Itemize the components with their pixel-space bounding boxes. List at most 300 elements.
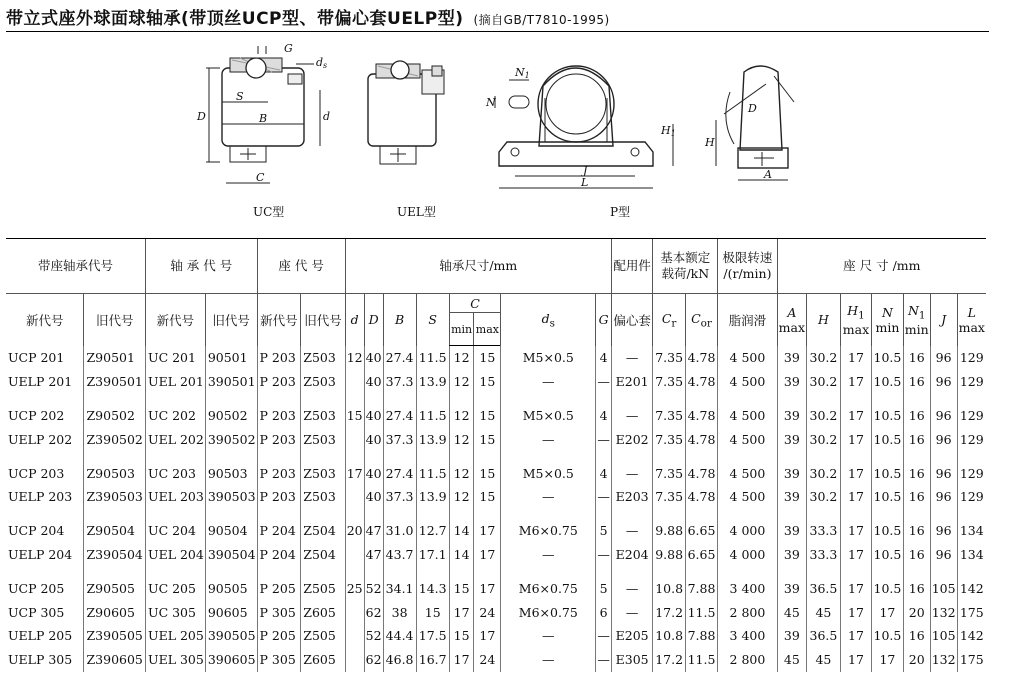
table-cell: 14 <box>449 509 474 543</box>
table-cell: UCP 305 <box>8 604 65 620</box>
header-housing-old: 旧代号 <box>301 294 345 346</box>
header-H1-main: H <box>847 303 859 318</box>
p-caption: P型 <box>610 205 631 219</box>
table-cell: 90504 <box>205 509 257 543</box>
table-cell: UEL 204 <box>146 543 206 567</box>
side-D-label: D <box>748 102 757 115</box>
title-text: 带立式座外球面球轴承(带顶丝UCP型、带偏心套UELP型) <box>6 9 464 29</box>
table-cell: P 305 <box>257 648 301 672</box>
table-cell: 4 <box>596 394 612 428</box>
table-cell: 12 <box>449 451 474 485</box>
table-cell: 132 <box>930 600 957 624</box>
table-cell: UCP 201 <box>8 350 65 366</box>
table-cell: UC 201 <box>146 346 206 370</box>
table-cell: 16 <box>903 624 930 648</box>
table-cell: 4 500 <box>718 485 777 509</box>
table-cell: 7.88 <box>685 624 717 648</box>
table-cell: 4 500 <box>718 346 777 370</box>
table-cell: Z503 <box>301 427 345 451</box>
table-cell: 4.78 <box>685 485 717 509</box>
table-cell: 4.78 <box>685 370 717 394</box>
header-H1 <box>840 294 871 346</box>
table-cell: M6×0.75 <box>501 566 596 600</box>
table-cell: UCP 203 <box>8 465 65 481</box>
header-L <box>957 294 986 346</box>
table-cell: 390503 <box>205 485 257 509</box>
table-cell: 175 <box>957 648 986 672</box>
uc-ds-label: ds <box>316 56 328 70</box>
header-S: S <box>416 294 449 346</box>
table-cell: 96 <box>930 346 957 370</box>
table-cell: UELP 205 <box>8 628 73 644</box>
header-bearing-unit-code: 带座轴承代号 <box>6 239 146 294</box>
header-ds <box>501 294 596 346</box>
table-cell: 105 <box>930 566 957 600</box>
table-cell: 5 <box>596 566 612 600</box>
header-housing-dimensions: 座 尺 寸 /mm <box>777 239 986 294</box>
table-cell: 43.7 <box>383 543 416 567</box>
table-cell: 46.8 <box>383 648 416 672</box>
table-cell: UCP 205 <box>8 580 65 596</box>
table-cell: 4 500 <box>718 370 777 394</box>
header-load-rating-line1: 基本额定 <box>660 250 711 265</box>
table-cell <box>345 648 364 672</box>
table-cell: M6×0.75 <box>501 600 596 624</box>
table-cell: 10.5 <box>872 427 904 451</box>
header-grease: 脂润滑 <box>718 294 777 346</box>
table-row <box>6 394 986 428</box>
table-cell: 9.88 <box>653 509 685 543</box>
side-diagram <box>704 40 804 190</box>
table-cell: UCP 204 <box>8 523 65 539</box>
table-cell: 16 <box>903 427 930 451</box>
header-speed-limit-line2: /(r/min) <box>723 266 772 281</box>
table-cell: 36.5 <box>807 566 841 600</box>
table-cell: UELP 201 <box>8 374 73 390</box>
table-cell: 24 <box>474 600 501 624</box>
header-load-rating-line2: 载荷/kN <box>661 266 710 281</box>
table-cell: 9.88 <box>653 543 685 567</box>
table-row <box>6 543 986 567</box>
table-cell: 17 <box>840 648 871 672</box>
header-Cor-sub: or <box>700 317 712 329</box>
table-cell: Z90505 <box>84 566 146 600</box>
table-cell: 15 <box>449 566 474 600</box>
table-cell: 11.5 <box>416 346 449 370</box>
table-cell: 20 <box>903 648 930 672</box>
table-cell: 96 <box>930 427 957 451</box>
table-cell: Z504 <box>301 509 345 543</box>
table-cell: 25 <box>345 566 364 600</box>
table-cell: — <box>596 427 612 451</box>
header-H: H <box>807 294 841 346</box>
table-cell: — <box>501 485 596 509</box>
header-C: C <box>449 294 500 313</box>
header-ds-sub: s <box>549 317 555 329</box>
header-sleeve: 偏心套 <box>611 294 653 346</box>
table-cell: 129 <box>957 346 986 370</box>
table-cell: 47 <box>364 509 383 543</box>
table-cell: 17 <box>840 624 871 648</box>
header-d: d <box>345 294 364 346</box>
table-cell: Z503 <box>301 394 345 428</box>
table-row <box>6 451 986 485</box>
table-cell: P 205 <box>257 624 301 648</box>
table-cell: 175 <box>957 600 986 624</box>
table-cell: 15 <box>449 624 474 648</box>
table-cell: 16 <box>903 485 930 509</box>
table-cell: 34.1 <box>383 566 416 600</box>
table-cell: 7.35 <box>653 485 685 509</box>
table-cell: 40 <box>364 485 383 509</box>
table-cell: P 203 <box>257 451 301 485</box>
table-cell: UC 305 <box>146 600 206 624</box>
side-H-label: H <box>705 136 715 149</box>
table-cell: E201 <box>611 370 653 394</box>
table-cell: 12 <box>449 427 474 451</box>
table-cell: 37.3 <box>383 370 416 394</box>
table-cell: 17 <box>474 566 501 600</box>
table-cell <box>345 543 364 567</box>
table-cell: 62 <box>364 600 383 624</box>
header-H1-max: max <box>842 321 870 337</box>
table-cell: — <box>501 624 596 648</box>
table-cell: 96 <box>930 451 957 485</box>
table-cell: 11.5 <box>685 600 717 624</box>
header-H1-sub: 1 <box>858 309 865 322</box>
table-cell: Z90503 <box>84 451 146 485</box>
uc-G-label: G <box>284 42 293 55</box>
table-cell: 96 <box>930 485 957 509</box>
header-load-rating <box>653 239 718 294</box>
table-cell: 4 <box>596 451 612 485</box>
table-row <box>6 427 986 451</box>
table-cell: E202 <box>611 427 653 451</box>
table-cell: 30.2 <box>807 394 841 428</box>
table-cell: P 203 <box>257 485 301 509</box>
table-cell: 40 <box>364 427 383 451</box>
header-accessory: 配用件 <box>611 239 653 294</box>
table-cell: 13.9 <box>416 485 449 509</box>
table-cell: 10.5 <box>872 370 904 394</box>
table-cell: UCP 202 <box>8 407 65 423</box>
table-cell: 142 <box>957 624 986 648</box>
p-L-label: L <box>581 176 589 189</box>
table-cell: 15 <box>345 394 364 428</box>
table-row <box>6 566 986 600</box>
table-cell: UEL 201 <box>146 370 206 394</box>
header-unit-new: 新代号 <box>6 294 84 346</box>
table-cell: 390505 <box>205 624 257 648</box>
table-cell: — <box>611 566 653 600</box>
table-cell: 45 <box>777 600 806 624</box>
table-cell: 20 <box>903 600 930 624</box>
table-cell: 7.35 <box>653 427 685 451</box>
header-N1 <box>903 294 930 346</box>
table-cell: UC 202 <box>146 394 206 428</box>
table-cell: M5×0.5 <box>501 394 596 428</box>
table-cell: 17 <box>345 451 364 485</box>
table-cell: 62 <box>364 648 383 672</box>
p-diagram <box>485 40 695 196</box>
bearing-spec-table <box>6 238 986 672</box>
table-cell: 4.78 <box>685 394 717 428</box>
table-cell: 17 <box>474 624 501 648</box>
table-cell: M6×0.75 <box>501 509 596 543</box>
table-cell: 5 <box>596 509 612 543</box>
header-Cor-main: C <box>691 310 701 326</box>
table-cell: — <box>611 394 653 428</box>
table-cell: Z390503 <box>84 485 146 509</box>
header-A-main: A <box>787 304 797 320</box>
header-housing-code: 座 代 号 <box>257 239 345 294</box>
header-D: D <box>364 294 383 346</box>
header-N <box>872 294 904 346</box>
side-A-label: A <box>764 168 772 181</box>
table-cell: 39 <box>777 509 806 543</box>
table-cell: 4 <box>596 346 612 370</box>
table-cell: 24 <box>474 648 501 672</box>
header-G: G <box>596 294 612 346</box>
table-cell: P 203 <box>257 346 301 370</box>
header-N1-min: min <box>904 321 929 337</box>
table-cell: 2 800 <box>718 648 777 672</box>
table-cell: UEL 305 <box>146 648 206 672</box>
table-cell: E204 <box>611 543 653 567</box>
table-cell: 36.5 <box>807 624 841 648</box>
table-cell: Z503 <box>301 485 345 509</box>
table-cell: 11.5 <box>685 648 717 672</box>
table-cell: 33.3 <box>807 543 841 567</box>
table-cell: 7.35 <box>653 346 685 370</box>
table-cell: 6.65 <box>685 509 717 543</box>
uc-C-label: C <box>256 171 265 184</box>
table-cell: 47 <box>364 543 383 567</box>
table-cell: 134 <box>957 509 986 543</box>
table-cell: 12 <box>449 394 474 428</box>
table-cell: 3 400 <box>718 566 777 600</box>
header-speed-limit <box>718 239 777 294</box>
table-cell: UC 203 <box>146 451 206 485</box>
table-cell <box>345 624 364 648</box>
table-cell: 30.2 <box>807 427 841 451</box>
table-cell: 17.1 <box>416 543 449 567</box>
table-cell: 96 <box>930 509 957 543</box>
table-cell: 4 500 <box>718 427 777 451</box>
table-cell: 12.7 <box>416 509 449 543</box>
header-Cr <box>653 294 685 346</box>
table-cell: — <box>611 451 653 485</box>
table-cell: 10.5 <box>872 566 904 600</box>
table-cell: E305 <box>611 648 653 672</box>
subtitle-text: (摘自GB/T7810-1995) <box>473 13 610 27</box>
table-cell: 390504 <box>205 543 257 567</box>
table-cell: P 305 <box>257 600 301 624</box>
table-cell: Z90502 <box>84 394 146 428</box>
uc-S-label: S <box>236 90 244 103</box>
table-cell: 11.5 <box>416 394 449 428</box>
table-cell: 17 <box>449 600 474 624</box>
table-cell: 17 <box>840 600 871 624</box>
header-Cor <box>685 294 717 346</box>
uc-B-label: B <box>259 112 268 125</box>
table-cell: 16.7 <box>416 648 449 672</box>
table-row <box>6 485 986 509</box>
table-cell: 10.5 <box>872 346 904 370</box>
table-cell: 45 <box>807 600 841 624</box>
page-title <box>6 4 610 29</box>
title-rule <box>6 31 989 32</box>
table-cell: Z390502 <box>84 427 146 451</box>
table-cell: 16 <box>903 566 930 600</box>
table-row <box>6 600 986 624</box>
uel-caption: UEL型 <box>397 205 436 219</box>
header-ds-main: d <box>541 310 550 326</box>
table-cell: 129 <box>957 485 986 509</box>
table-cell: 12 <box>345 346 364 370</box>
table-cell: 4 000 <box>718 509 777 543</box>
table-cell: — <box>596 648 612 672</box>
table-cell: Z605 <box>301 648 345 672</box>
table-cell: Z90504 <box>84 509 146 543</box>
table-cell: 17 <box>840 485 871 509</box>
table-cell: 16 <box>903 394 930 428</box>
table-cell: Z90605 <box>84 600 146 624</box>
table-cell: — <box>501 543 596 567</box>
table-cell: 15 <box>474 427 501 451</box>
table-cell: 40 <box>364 394 383 428</box>
table-cell: 129 <box>957 370 986 394</box>
header-bearing-code: 轴 承 代 号 <box>146 239 258 294</box>
table-cell: 37.3 <box>383 485 416 509</box>
table-cell: 90501 <box>205 346 257 370</box>
table-cell <box>345 370 364 394</box>
table-cell: 13.9 <box>416 427 449 451</box>
table-cell: 17 <box>840 346 871 370</box>
table-cell: UEL 202 <box>146 427 206 451</box>
table-cell: Z390501 <box>84 370 146 394</box>
table-cell: 45 <box>807 648 841 672</box>
table-cell: 39 <box>777 346 806 370</box>
table-cell: 105 <box>930 624 957 648</box>
table-cell: 38 <box>383 600 416 624</box>
table-cell: 12 <box>449 370 474 394</box>
table-cell: 30.2 <box>807 485 841 509</box>
table-row <box>6 370 986 394</box>
table-cell: 129 <box>957 427 986 451</box>
table-cell: 17 <box>840 451 871 485</box>
table-cell: 39 <box>777 370 806 394</box>
header-unit-old: 旧代号 <box>84 294 146 346</box>
table-cell: 17 <box>840 543 871 567</box>
table-cell: UC 204 <box>146 509 206 543</box>
table-cell: 39 <box>777 451 806 485</box>
table-cell: 13.9 <box>416 370 449 394</box>
table-cell: — <box>611 509 653 543</box>
table-cell: — <box>501 427 596 451</box>
table-cell: 390501 <box>205 370 257 394</box>
table-cell: UELP 203 <box>8 489 73 505</box>
table-cell: 39 <box>777 624 806 648</box>
table-cell: 142 <box>957 566 986 600</box>
table-cell: 31.0 <box>383 509 416 543</box>
table-cell: Z390605 <box>84 648 146 672</box>
table-cell: P 204 <box>257 509 301 543</box>
table-cell: UELP 204 <box>8 546 73 562</box>
table-cell: 39 <box>777 485 806 509</box>
table-cell: Z504 <box>301 543 345 567</box>
table-cell: 390502 <box>205 427 257 451</box>
table-cell: 7.35 <box>653 451 685 485</box>
header-Cr-sub: r <box>671 317 677 329</box>
table-cell: 40 <box>364 346 383 370</box>
table-cell: 17 <box>840 509 871 543</box>
table-cell <box>345 485 364 509</box>
table-row <box>6 509 986 543</box>
table-cell: 17 <box>840 427 871 451</box>
table-cell: — <box>501 648 596 672</box>
table-cell: 4 500 <box>718 394 777 428</box>
table-cell: — <box>596 624 612 648</box>
table-cell: 6 <box>596 600 612 624</box>
table-cell: 30.2 <box>807 370 841 394</box>
table-cell: 132 <box>930 648 957 672</box>
table-cell: 4.78 <box>685 427 717 451</box>
table-cell: 39 <box>777 566 806 600</box>
table-cell: 40 <box>364 370 383 394</box>
table-cell: Z505 <box>301 566 345 600</box>
table-cell: 30.2 <box>807 451 841 485</box>
table-cell <box>345 427 364 451</box>
table-cell: 16 <box>903 451 930 485</box>
uc-caption: UC型 <box>253 205 285 219</box>
uc-diagram <box>196 40 346 192</box>
header-A <box>777 294 806 346</box>
table-cell: UELP 305 <box>8 652 73 668</box>
table-cell: Z503 <box>301 370 345 394</box>
table-cell: 4 500 <box>718 451 777 485</box>
table-cell: E203 <box>611 485 653 509</box>
uc-d-label: d <box>323 110 331 123</box>
table-cell: 16 <box>903 346 930 370</box>
table-cell: 10.5 <box>872 543 904 567</box>
table-cell: UC 205 <box>146 566 206 600</box>
table-cell: UELP 202 <box>8 431 73 447</box>
table-cell: 17 <box>449 648 474 672</box>
table-cell: 10.5 <box>872 624 904 648</box>
table-cell: 40 <box>364 451 383 485</box>
table-cell: 134 <box>957 543 986 567</box>
table-cell: — <box>611 600 653 624</box>
table-cell: Z503 <box>301 346 345 370</box>
header-L-max: max <box>958 319 985 335</box>
table-cell: 52 <box>364 566 383 600</box>
table-cell: 15 <box>474 370 501 394</box>
table-cell: P 205 <box>257 566 301 600</box>
table-cell: 33.3 <box>807 509 841 543</box>
table-cell: P 204 <box>257 543 301 567</box>
header-J: J <box>930 294 957 346</box>
table-cell: 10.8 <box>653 624 685 648</box>
table-cell: 96 <box>930 394 957 428</box>
header-C-min: min <box>449 313 474 346</box>
table-cell: 96 <box>930 543 957 567</box>
header-housing-new: 新代号 <box>257 294 301 346</box>
table-cell: 15 <box>474 485 501 509</box>
table-cell: 10.5 <box>872 509 904 543</box>
table-cell: 4 000 <box>718 543 777 567</box>
table-cell: 17 <box>840 370 871 394</box>
